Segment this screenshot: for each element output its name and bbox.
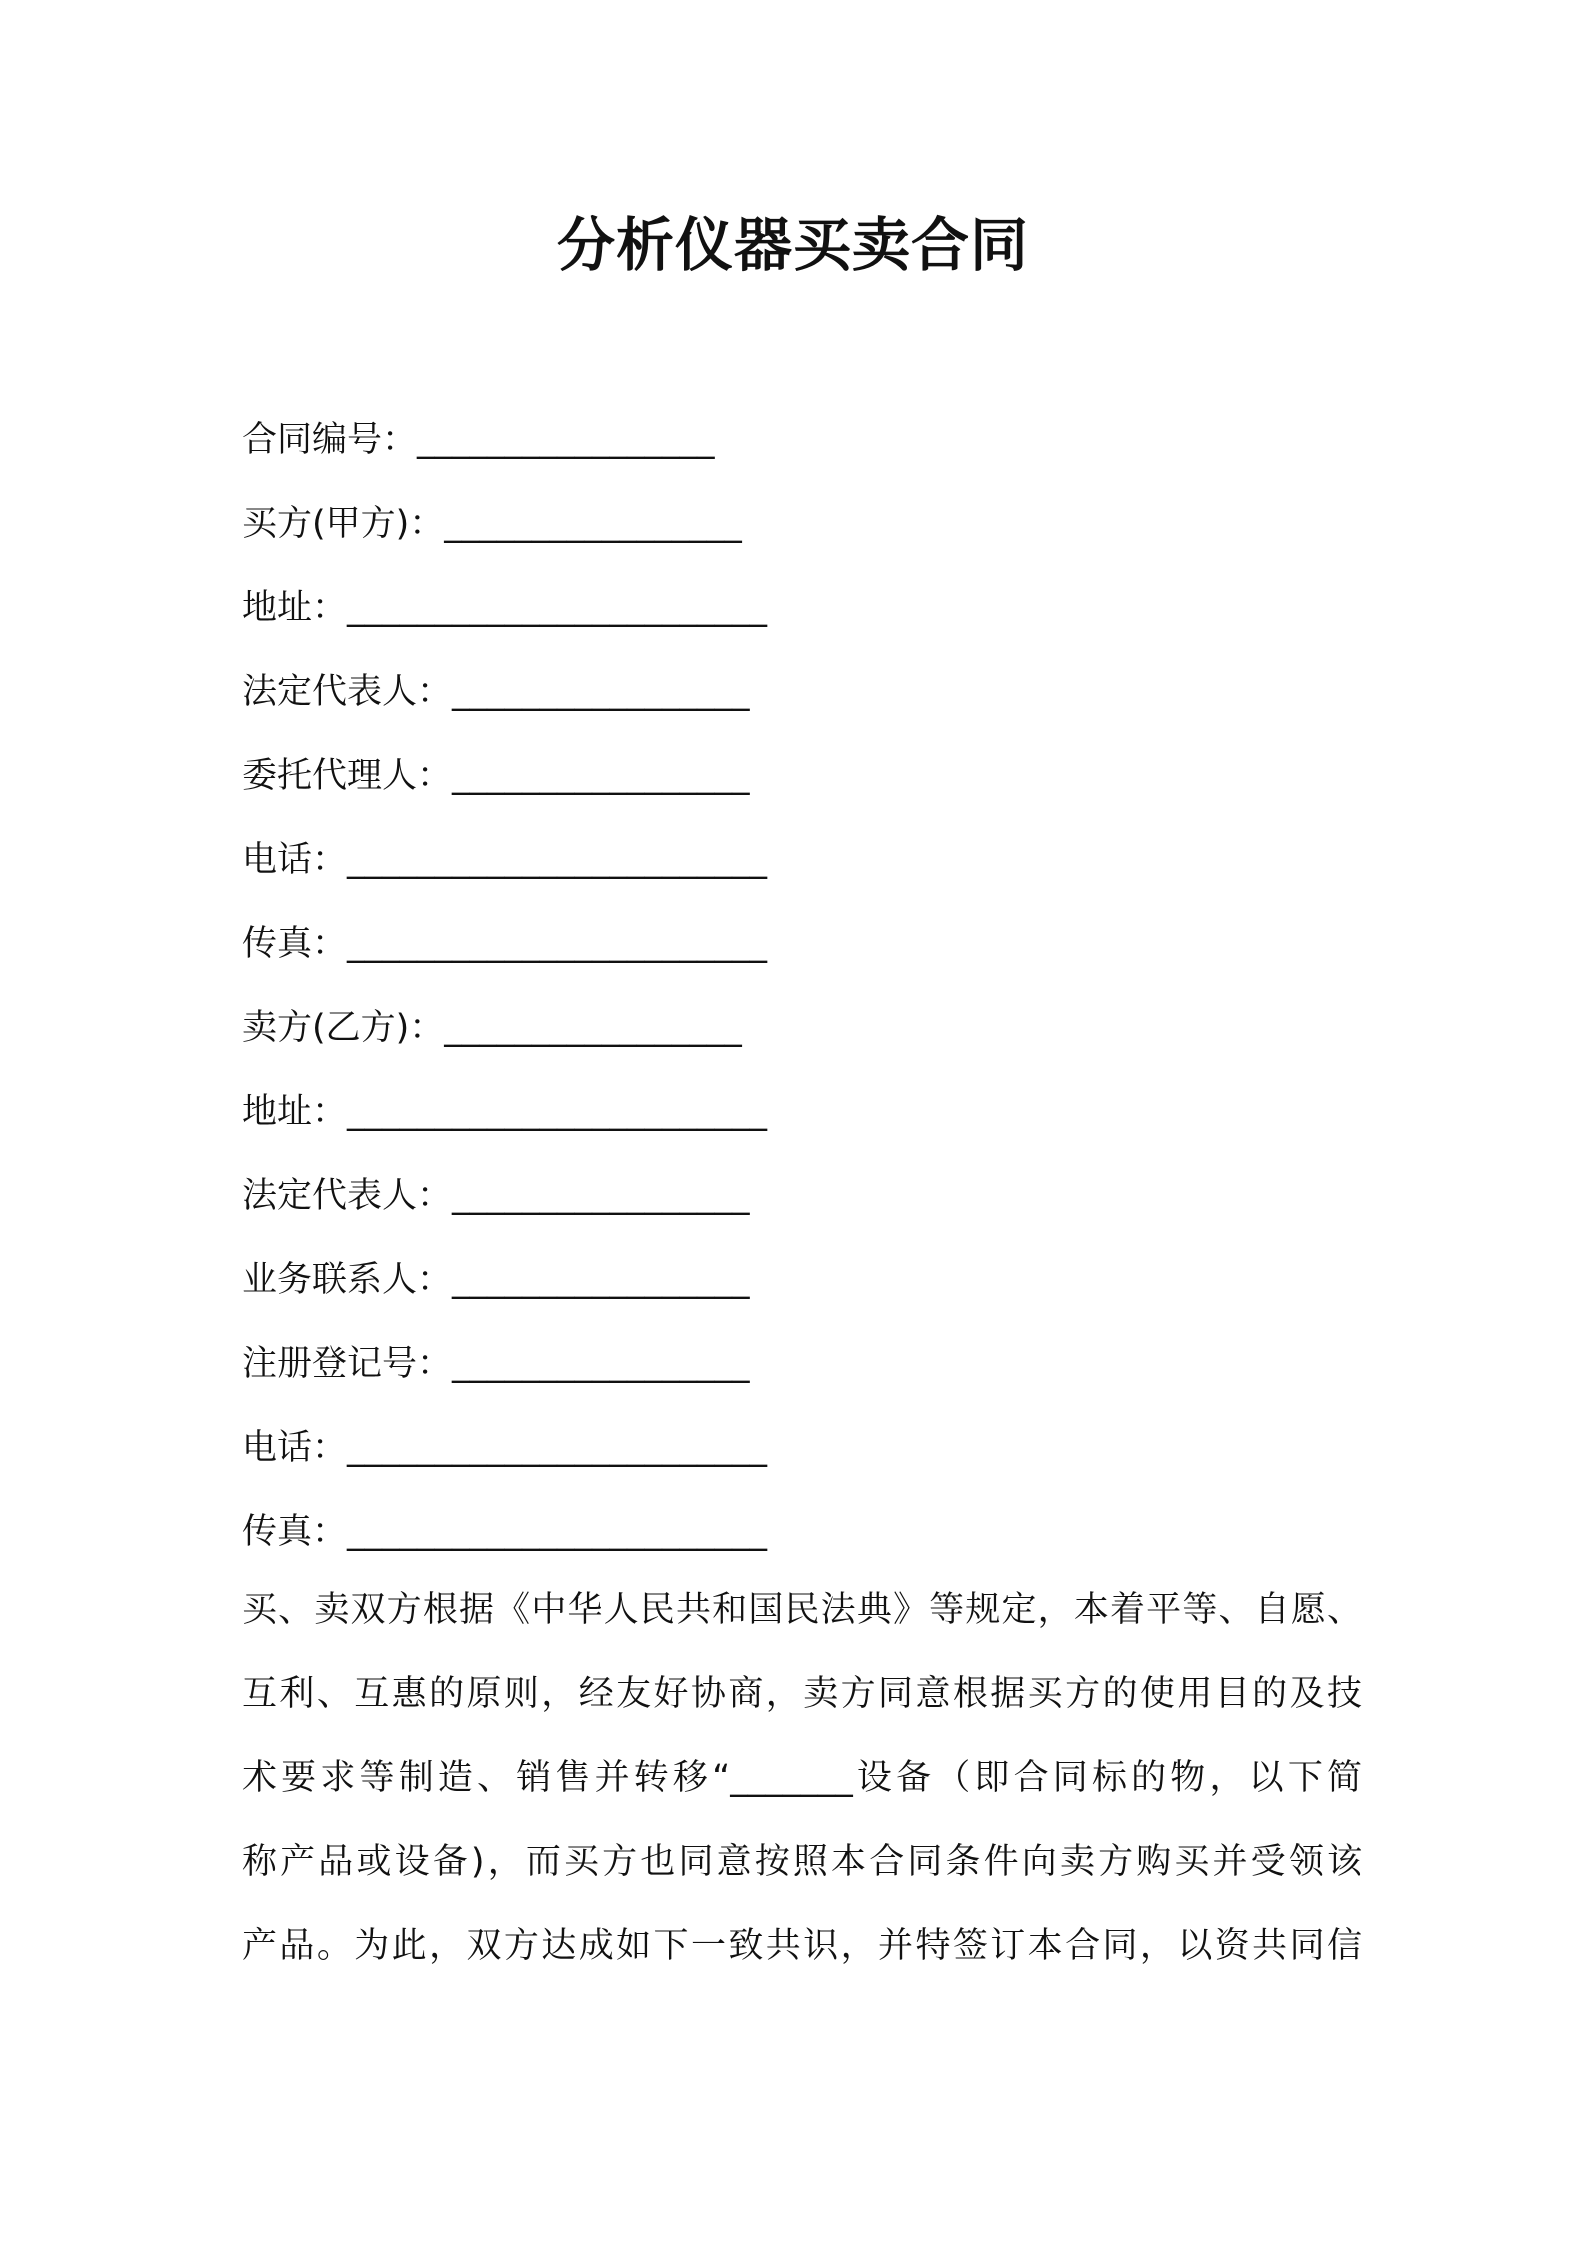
- field-seller-fax: 传真：________________________: [242, 1512, 768, 1552]
- contract-preamble: [242, 1568, 1362, 1988]
- preamble-line: 互利、互惠的原则，经友好协商，卖方同意根据买方的使用目的及技: [242, 1674, 1362, 1714]
- field-buyer-agent: 委托代理人：_________________: [242, 756, 750, 796]
- field-buyer-address: 地址：________________________: [242, 588, 768, 628]
- field-buyer: 买方(甲方)：_________________: [242, 504, 742, 544]
- preamble-line: 产品。为此，双方达成如下一致共识，并特签订本合同，以资共同信: [242, 1926, 1362, 1966]
- preamble-line: 买、卖双方根据《中华人民共和国民法典》等规定，本着平等、自愿、: [242, 1590, 1362, 1630]
- field-seller-phone: 电话：________________________: [242, 1428, 768, 1468]
- contract-fields: [242, 398, 1362, 1574]
- field-seller: 卖方(乙方)：_________________: [242, 1008, 742, 1048]
- document-title: 分析仪器买卖合同: [556, 211, 1029, 279]
- field-contract-number: 合同编号：_________________: [242, 420, 715, 460]
- preamble-line: 术要求等制造、销售并转移“_______设备（即合同标的物，以下简: [242, 1758, 1362, 1798]
- field-buyer-phone: 电话：________________________: [242, 840, 768, 880]
- field-seller-address: 地址：________________________: [242, 1092, 768, 1132]
- field-buyer-fax: 传真：________________________: [242, 924, 768, 964]
- field-seller-business-contact: 业务联系人：_________________: [242, 1260, 750, 1300]
- field-seller-legal-representative: 法定代表人：_________________: [242, 1176, 750, 1216]
- field-buyer-legal-representative: 法定代表人：_________________: [242, 672, 750, 712]
- field-seller-registration-number: 注册登记号：_________________: [242, 1344, 750, 1384]
- preamble-line: 称产品或设备)，而买方也同意按照本合同条件向卖方购买并受领该: [242, 1842, 1362, 1882]
